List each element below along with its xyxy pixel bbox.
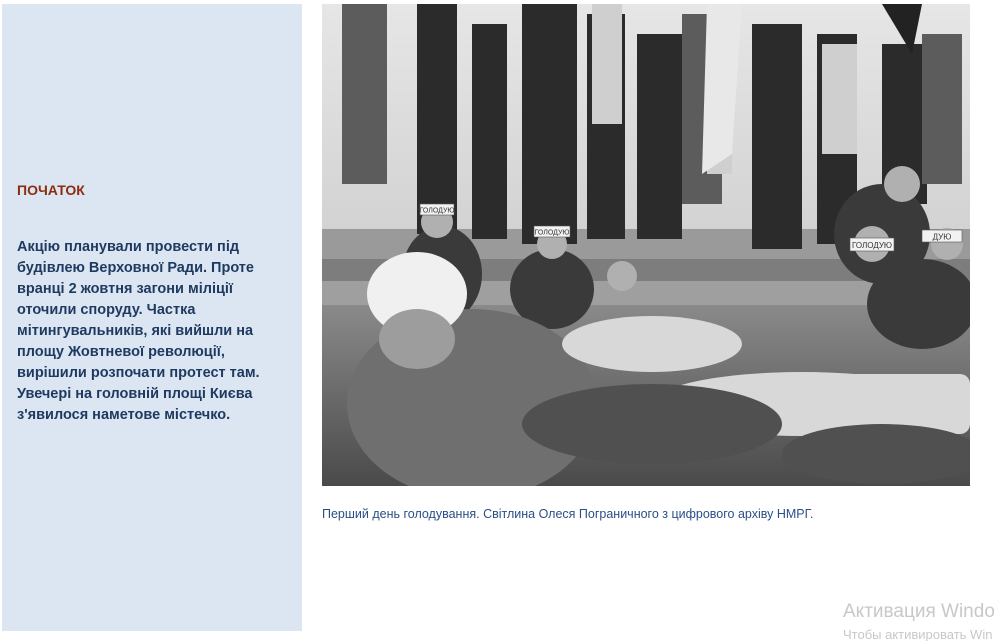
section-heading: ПОЧАТОК bbox=[17, 182, 85, 198]
sidebar-panel bbox=[2, 4, 302, 631]
windows-activation-watermark bbox=[843, 600, 995, 641]
protest-photo bbox=[322, 4, 970, 486]
watermark-title: Активация Windo bbox=[843, 601, 995, 622]
headband-label: ГОЛОДУЮ bbox=[419, 207, 455, 215]
photo-caption: Перший день голодування. Світлина Олеся Пограничного з цифрового архіву НМРГ. bbox=[322, 507, 814, 521]
section-text: Акцію планували провести під будівлею Верховної Ради. Проте вранці 2 жовтня загони міліції оточили споруду. Частка мітингувальників, які вийшли на площу Жовтневої революції, вирішили розпочати протест там. Увечері на головній площі Києва з'явилося наметове містечко. bbox=[17, 239, 260, 423]
watermark-subtitle: Чтобы активировать Win bbox=[843, 627, 993, 641]
headband-label: ДУЮ bbox=[932, 232, 952, 242]
protest-photo-image bbox=[322, 4, 970, 486]
headband-label: ГОЛОДУЮ bbox=[534, 229, 570, 237]
headband-label: ГОЛОДУЮ bbox=[852, 241, 892, 250]
